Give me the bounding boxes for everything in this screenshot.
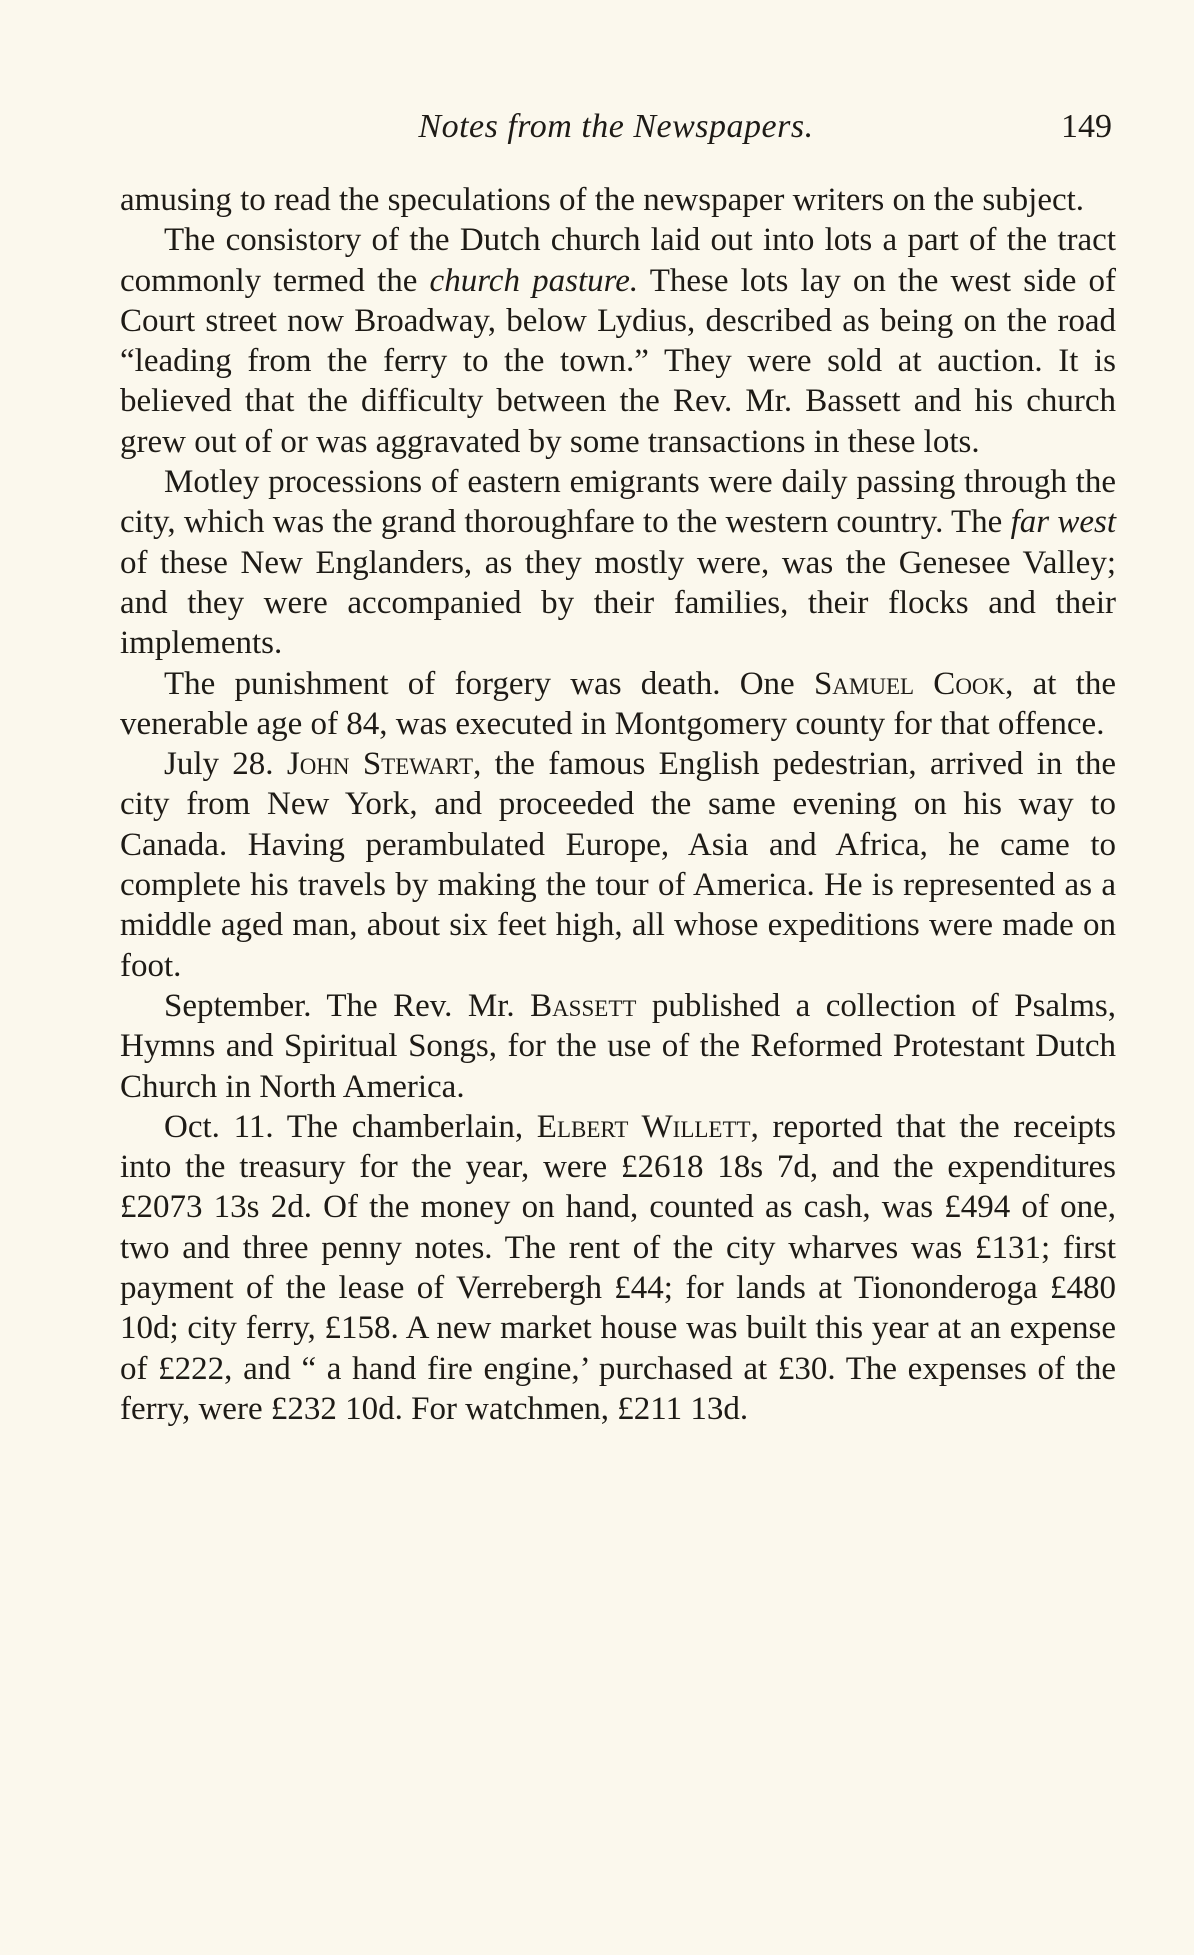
paragraph-text: published a collection of Psalms, Hymns and Spiritual Songs, for the use of the Reformed Protestant Dutch Church in North America. (120, 987, 1116, 1105)
person-name: Bassett (530, 987, 637, 1024)
paragraph-text: September. The Rev. Mr. (164, 987, 531, 1024)
paragraph-text: , at the venerable age of 84, was executed in Montgomery county for that offence. (120, 665, 1116, 742)
paragraph-text: Motley processions of eastern emigrants were daily passing through the city, which was the grand thoroughfare to the western country. The (120, 464, 1116, 541)
paragraph-text: July 28. (164, 746, 287, 783)
person-name: John Stewart (286, 746, 474, 783)
running-title: Notes from the Newspapers. (418, 108, 814, 145)
paragraph-treasury (120, 1107, 1116, 1429)
paragraph-text: The consistory of the Dutch church laid out into lots a part of the tract commonly termed the (120, 222, 1116, 299)
paragraph-text: , the famous English pedestrian, arrived in the city from New York, and proceeded the same evening on his way to Canada. Having perambulated Europe, Asia and Africa, he came to complete his travels by making the tour of America. He is represented as a middle aged man, about six feet high, all whose expeditions were made on foot. (120, 746, 1116, 984)
paragraph-psalms (120, 986, 1116, 1107)
page-number: 149 (1061, 108, 1112, 145)
paragraph-text: of these New Englanders, as they mostly were, was the Genesee Valley; and they were accompanied by their families, their flocks and their implements. (120, 544, 1116, 662)
paragraph-text: , reported that the receipts into the treasury for the year, were £2618 18s 7d, and the expenditures £2073 13s 2d. Of the money on hand, counted as cash, was £494 of one, two and three penny notes. The rent of the city wharves was £131; first payment of the lease of Verrebergh £44; for lands at Tiononderoga £480 10d; city ferry, £158. A new market house was built this year at an expense of £222, and “ a hand fire engine,’ purchased at £30. The expenses of the ferry, were £232 10d. For watchmen, £211 13d. (120, 1108, 1117, 1427)
person-name: Elbert Willett (536, 1108, 751, 1145)
paragraph-text: The punishment of forgery was death. One (164, 665, 814, 702)
paragraph-text: Oct. 11. The chamberlain, (164, 1108, 537, 1145)
paragraph-continued (120, 180, 1116, 220)
italic-term: church pasture. (429, 262, 639, 299)
paragraph-forgery (120, 664, 1116, 745)
paragraph-text: These lots lay on the west side of Court street now Broadway, below Lydius, described as being on the road “leading from the ferry to the town.” They were sold at auction. It is believed that the difficulty between the Rev. Mr. Bassett and his church grew out of or was aggravated by some transactions in these lots. (120, 262, 1116, 460)
person-name: Samuel Cook (813, 665, 1006, 702)
page-header (120, 108, 1112, 152)
italic-term: far west (1010, 504, 1117, 541)
paragraph-pedestrian (120, 744, 1116, 986)
body-text (120, 180, 1116, 1429)
paragraph-emigrants (120, 462, 1116, 663)
paragraph-text: amusing to read the speculations of the newspaper writers on the subject. (120, 182, 1085, 218)
paragraph-church-pasture (120, 220, 1116, 462)
